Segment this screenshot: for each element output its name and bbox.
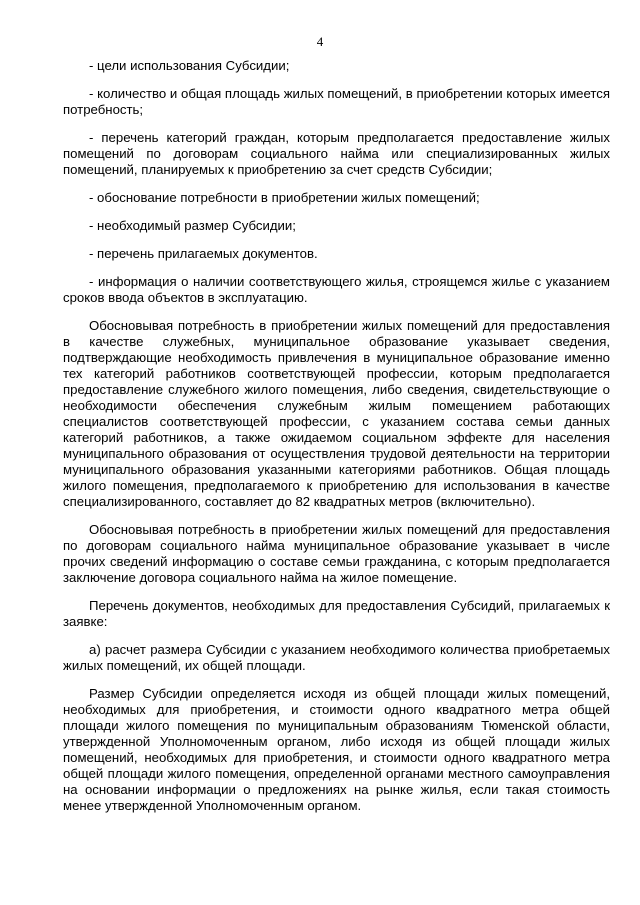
paragraph-required-documents: Перечень документов, необходимых для предоставления Субсидий, прилагаемых к заявке: — [63, 598, 610, 629]
paragraph-justification: - обоснование потребности в приобретении жилых помещений; — [89, 190, 480, 205]
paragraph-goals: - цели использования Субсидии; — [89, 58, 290, 73]
paragraph-subsidy-size: - необходимый размер Субсидии; — [89, 218, 296, 233]
paragraph-documents-list: - перечень прилагаемых документов. — [89, 246, 318, 261]
document-body — [63, 58, 610, 826]
paragraph-social-housing: Обосновывая потребность в приобретении жилых помещений для предоставления по договорам социального найма муниципальное образование указывает в числе прочих сведений информацию о составе семьи гражданина, с которым предполагается заключение договора социального найма на жилое помещение. — [63, 522, 610, 585]
paragraph-subsidy-amount: Размер Субсидии определяется исходя из общей площади жилых помещений, необходимых для приобретения, и стоимости одного квадратного метра общей площади жилого помещения по муниципальным образованиям Тюменской области, утвержденной Уполномоченным органом, либо исходя из общей площади жилых помещений, необходимых для приобретения, и стоимости одного квадратного метра общей площади жилого помещения, определенной органами местного самоуправления на основании информации о предложениях на рынке жилья, если такая стоимость менее утвержденной Уполномоченным органом. — [63, 686, 610, 813]
paragraph-service-housing: Обосновывая потребность в приобретении жилых помещений для предоставления в качестве служебных, муниципальное образование указывает сведения, подтверждающие необходимость привлечения в муниципальное образование именно тех категорий работников соответствующей профессии, которым предполагается предоставление служебного жилого помещения, либо сведения, свидетельствующие о необходимости обеспечения служебным жилым помещением работающих специалистов соответствующей профессии, с указанием состава семьи данных категорий работников, а также ожидаемом социальном эффекте для населения муниципального образования от осуществления трудовой деятельности на территории муниципального образования указанными категориями работников. Общая площадь жилого помещения, предполагаемого к приобретению для использования в качестве специализированного, составляет до 82 квадратных метров (включительно). — [63, 318, 610, 509]
paragraph-quantity-area: - количество и общая площадь жилых помещений, в приобретении которых имеется потребность; — [63, 86, 610, 117]
paragraph-calculation: а) расчет размера Субсидии с указанием необходимого количества приобретаемых жилых помещений, их общей площади. — [63, 642, 610, 673]
paragraph-citizen-categories: - перечень категорий граждан, которым предполагается предоставление жилых помещений по договорам социального найма или специализированных жилых помещений, планируемых к приобретению за счет средств Субсидии; — [63, 130, 610, 177]
paragraph-housing-info: - информация о наличии соответствующего жилья, строящемся жилье с указанием сроков ввода объектов в эксплуатацию. — [63, 274, 610, 305]
page-number: 4 — [316, 34, 324, 49]
